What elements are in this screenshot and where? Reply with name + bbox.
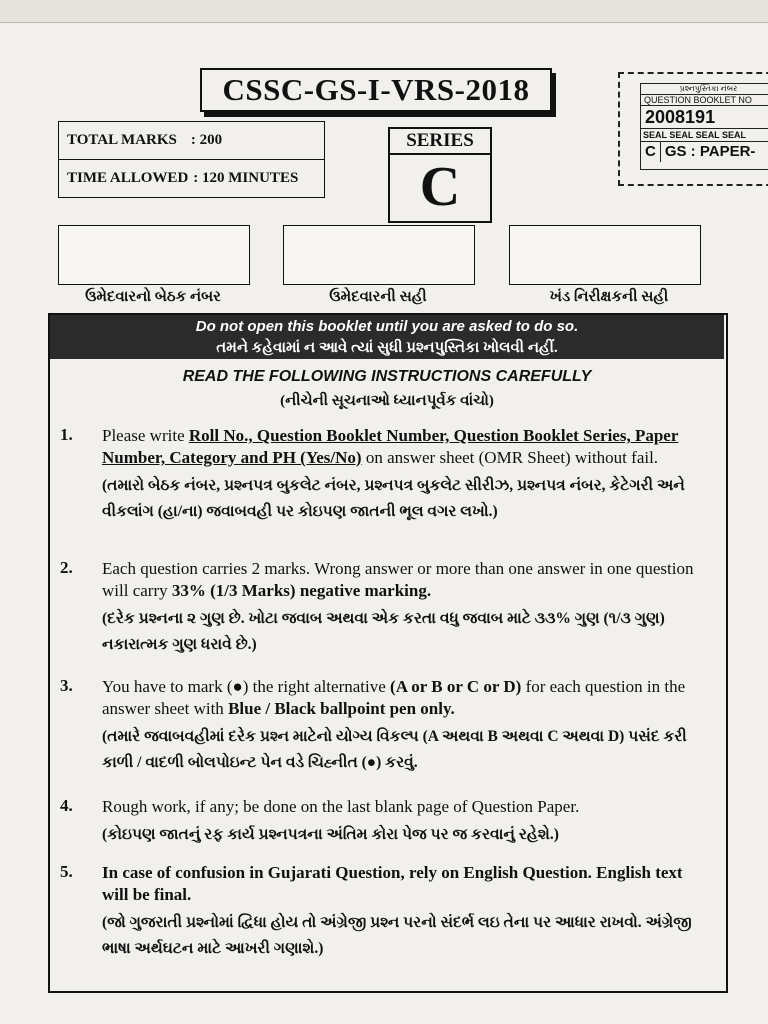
item-english: You have to mark (●) the right alternative (A or B or C or D) for each question in the answer sheet with Blue / Black ballpoint pen only.: [102, 677, 686, 718]
item-gujarati: (જો ગુજરાતી પ્રશ્નોમાં દ્વિધા હોય તો અંગ્રેજી પ્રશ્ન પરનો સંદર્ભ લઇ તેના પર આધાર રાખવો. અંગ્રેજી ભાષા અર્થઘટન માટે આખરી ગણાશે.): [102, 914, 692, 957]
question-booklet-number: 2008191: [641, 105, 768, 129]
item-number: 4.: [60, 796, 73, 815]
stamp-series-row: [641, 142, 768, 162]
item-gujarati: (કોઇપણ જાતનું રફ કાર્ય પ્રશ્નપત્રના અંતિમ કોરા પેજ પર જ કરવાનું રહેશે.): [102, 826, 559, 843]
supervisor-signature-label: ખંડ નિરીક્ષકની સહી: [549, 289, 669, 305]
series-box: [388, 127, 492, 223]
candidate-signature-label: ઉમેદવારની સહી: [329, 289, 427, 305]
stamp-paper: GS : PAPER-: [664, 143, 756, 160]
instruction-item-2: [60, 558, 710, 658]
item-gujarati: (તમારો બેઠક નંબર, પ્રશ્નપત્ર બુકલેટ નંબર, પ્રશ્નપત્ર બુકલેટ સીરીઝ, પ્રશ્નપત્ર નંબર, કેટેગરી અને વીકલાંગ (હા/ના) જવાબવહી પર કોઇપણ જાતની ભૂલ વગર લખો.): [102, 477, 685, 520]
stamp-label: QUESTION BOOKLET NO: [644, 95, 752, 105]
item-english: In case of confusion in Gujarati Question, rely on English Question. English text will be final.: [102, 863, 683, 904]
page-top-edge: [0, 0, 768, 23]
item-gujarati: (દરેક પ્રશ્નના ૨ ગુણ છે. ખોટા જવાબ અથવા એક કરતા વધુ જવાબ માટે ૩૩% ગુણ (૧/૩ ગુણ) નકારાત્મક ગુણ ધરાવે છે.): [102, 610, 665, 653]
time-allowed-label: TIME ALLOWED: [67, 170, 189, 186]
instruction-item-3: [60, 676, 710, 776]
banner-english: Do not open this booklet until you are asked to do so.: [195, 318, 579, 335]
item-english: Each question carries 2 marks. Wrong answer or more than one answer in one question will carry 33% (1/3 Marks) negative marking.: [102, 559, 694, 600]
item-english: Please write Roll No., Question Booklet Number, Question Booklet Series, Paper Number, Category and PH (Yes/No) on answer sheet (OMR Sheet) without fail.: [102, 426, 679, 467]
series-value: C: [419, 156, 461, 218]
item-number: 5.: [60, 862, 73, 881]
seat-number-label: ઉમેદવારનો બેઠક નંબર: [85, 289, 221, 305]
supervisor-signature-box[interactable]: [509, 225, 701, 285]
series-label: SERIES: [390, 129, 490, 155]
instructions-heading: READ THE FOLLOWING INSTRUCTIONS CAREFULLY: [182, 368, 592, 385]
stamp-gujarati-label: પ્રશ્નપુસ્તિકા નંબર: [641, 84, 768, 95]
warning-banner: [50, 315, 724, 359]
stamp-seal-text: SEAL SEAL SEAL SEAL: [641, 129, 768, 142]
time-allowed-row: [59, 159, 324, 197]
item-english: Rough work, if any; be done on the last blank page of Question Paper.: [102, 797, 580, 816]
item-number: 3.: [60, 676, 73, 695]
item-number: 1.: [60, 425, 73, 444]
seat-number-box[interactable]: [58, 225, 250, 285]
item-gujarati: (તમારે જવાબવહીમાં દરેક પ્રશ્ન માટેનો યોગ્ય વિકલ્પ (A અથવા B અથવા C અથવા D) પસંદ કરી કાળી / વાદળી બોલપોઇન્ટ પેન વડે ચિહ્નીત (●) કરવું.: [102, 728, 687, 771]
exam-code-title: CSSC-GS-I-VRS-2018: [200, 68, 552, 112]
total-marks-row: [59, 122, 324, 159]
booklet-number-stamp: [640, 83, 768, 170]
instruction-item-1: [60, 425, 710, 525]
time-allowed-value: : 120 MINUTES: [193, 170, 299, 186]
stamp-series: C: [641, 142, 661, 162]
banner-gujarati: તમને કહેવામાં ન આવે ત્યાં સુધી પ્રશ્નપુસ્તિકા ખોલવી નહીં.: [216, 340, 558, 356]
instruction-item-4: [60, 796, 710, 848]
instructions-heading-gujarati: (નીચેની સૂચનાઓ ધ્યાનપૂર્વક વાંચો): [280, 393, 494, 409]
candidate-signature-box[interactable]: [283, 225, 475, 285]
item-number: 2.: [60, 558, 73, 577]
total-marks-label: TOTAL MARKS: [67, 132, 177, 148]
total-marks-value: : 200: [190, 132, 223, 148]
instruction-item-5: [60, 862, 710, 962]
marks-time-box: [58, 121, 325, 198]
